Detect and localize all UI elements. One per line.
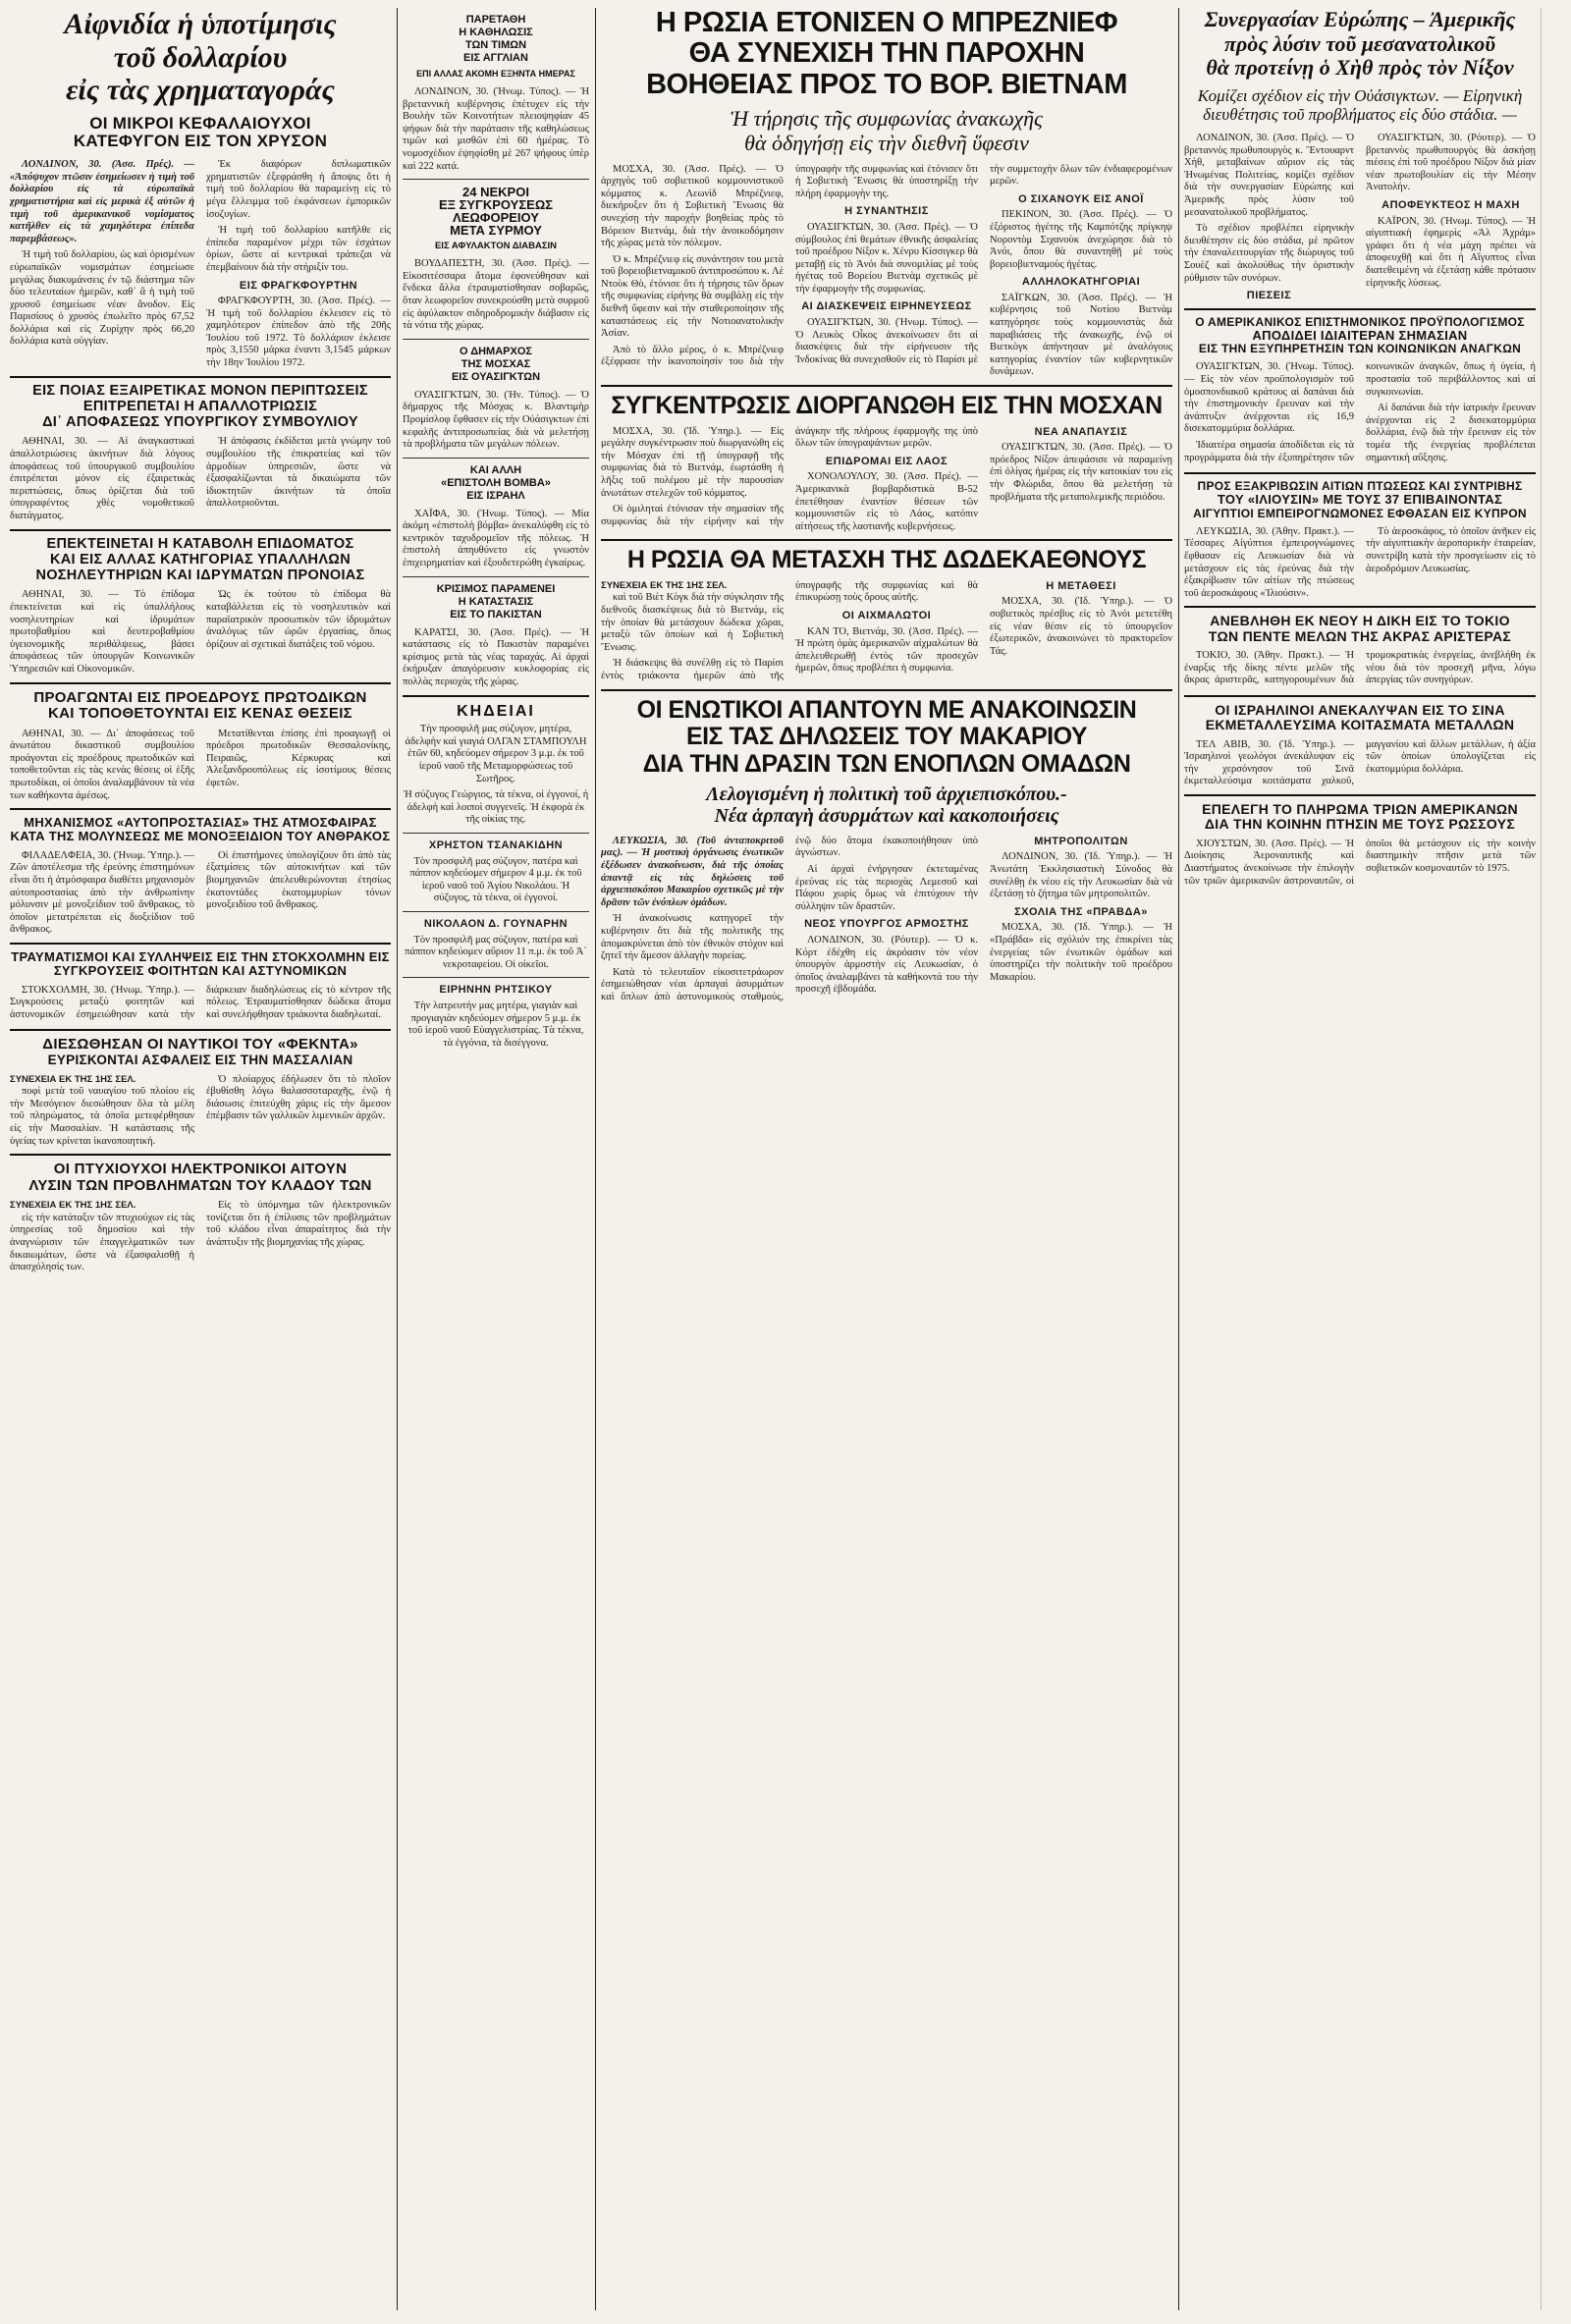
- subhead-dollar-1: ΟΙ ΜΙΚΡΟΙ ΚΕΦΑΛΑΙΟΥΧΟΙ: [89, 113, 311, 133]
- article-paragraph: Τὸ ἀεροσκάφος, τὸ ὁποῖον ἀνῆκεν εἰς τὴν αἰγυπτιακὴν ἀεροπορικὴν ἑταιρείαν, συνετρίβη κατὰ τὴν προσγείωσιν εἰς τὸ ἀεροδρόμιον Λευκωσίας.: [1366, 525, 1536, 574]
- article-tokyo: [1184, 614, 1536, 689]
- article-ilyushin: [1184, 480, 1536, 600]
- article-paragraph: ΠΕΚΙΝΟΝ, 30. (Ἀσσ. Πρές). — Ὁ ἐξόριστος ἡγέτης τῆς Καμπότζης πρίγκηψ Νοροντὸμ Σιχανοὺκ ἀνεχώρησε διὰ τὸ Ἀνόι, ὅπου θὰ συναντηθῇ μὲ τοὺς βορειοβιετναμοὺς ἡγέτας.: [990, 209, 1172, 270]
- article-body: [1184, 133, 1536, 302]
- center-column: [601, 8, 1172, 2310]
- divider: [1184, 695, 1536, 697]
- divider: [403, 458, 589, 459]
- article-paragraph: ΧΑΪΦΑ, 30. (Ἡνωμ. Τύπος). — Μία ἀκόμη «ἐπιστολὴ βόμβα» ἀνεκαλύφθη εἰς τὸ κεντρικὸν ταχυδρομεῖον τῆς πόλεως. Ἡ ἐπιστολὴ ἀπηυθύνετο εἰς γνωστὸν ἐπιχειρηματίαν καὶ ἐξουδετερώθη ἐγκαίρως.: [403, 508, 589, 569]
- article-body: [10, 850, 391, 937]
- article-judges: [10, 690, 391, 803]
- article-paragraph: ΛΕΥΚΩΣΙΑ, 30. (Τοῦ ἀνταποκριτοῦ μας). — Ἡ μυστικὴ ὀργάνωσις ἐνωτικῶν ἐξέδωσεν ἀνακοίνωσιν, διὰ τῆς ὁποίας ἀπαντᾷ εἰς τὰς δηλώσεις τοῦ ἀρχιεπισκόπου Μακαρίου σχετικῶς μὲ τὴν δρᾶσιν τῶν ἐνόπλων ὁμάδων.: [601, 835, 784, 908]
- article-paragraph: Οἱ ὁμιληταὶ ἐτόνισαν τὴν σημασίαν τῆς συμφωνίας διὰ τὴν εἰρήνην καὶ τὴν ἀνάγκην τῆς πλήρους ἐφαρμογῆς της ὑπὸ ὅλων τῶν ὑπογραψάντων μερῶν.: [601, 425, 978, 527]
- headline: ΕΠΙΤΡΕΠΕΤΑΙ Η ΑΠΑΛΛΟΤΡΙΩΣΙΣ: [82, 398, 318, 414]
- article-paragraph: ΦΙΛΑΔΕΛΦΕΙΑ, 30. (Ἡνωμ. Ὑπηρ.). — Ζῶν ἀποτέλεσμα τῆς ἐρεύνης ἐπιστημόνων εἶναι ὅτι ἡ ἀτμόσφαιρα διαθέτει μηχανισμὸν αὐτοπροστασίας ἀπὸ τὴν ἀνθρωπίνην μόλυνσιν μὲ μονοξείδιον τοῦ ἄνθρακος, τὸ ὁποῖον μετατρέπεται εἰς διοξείδιον τοῦ ἄνθρακος.: [10, 849, 194, 936]
- article-paragraph: ΛΟΝΔΙΝΟΝ, 30. (Ἀσσ. Πρές). — «Ἀπόψυχον πτῶσιν ἐσημείωσεν ἡ τιμὴ τοῦ δολλαρίου εἰς τὰ εὐρωπαϊκὰ χρηματιστήρια καὶ εἰς μερικὰ ἐξ αὐτῶν ἡ τιμὴ τοῦ ἀμερικανικοῦ νομίσματος κατῆλθεν εἰς τὰ χαμηλότερα ἐπίπεδα παρεμβάσεως».: [10, 159, 194, 244]
- headline: ΠΡΟΣ ΕΞΑΚΡΙΒΩΣΙΝ ΑΙΤΙΩΝ ΠΤΩΣΕΩΣ ΚΑΙ ΣΥΝΤΡΙΒΗΣ: [1197, 479, 1523, 494]
- divider: [1184, 308, 1536, 310]
- box-pakistan: [403, 583, 589, 689]
- box-head-line: ΜΕΤΑ ΣΥΡΜΟΥ: [450, 223, 542, 239]
- subhead-enotikoi-2: Νέα ἁρπαγὴ ἀσυρμάτων καὶ κακοποιήσεις: [714, 805, 1059, 828]
- section-head: ΑΠΟΦΕΥΚΤΕΟΣ Η ΜΑΧΗ: [1381, 198, 1520, 211]
- box-moscow-mayor: [403, 346, 589, 452]
- article-paragraph: ΛΟΝΔΙΝΟΝ, 30. (Ἀσσ. Πρές). — Ὁ βρεταννὸς πρωθυπουργὸς κ. Ἔντουαρντ Χὴθ, μεταβαίνων αὔριον εἰς τὰς Ἡνωμένας Πολιτείας, κομίζει σχέδιον διὰ τὴν συνεργασίαν Εὐρώπης καὶ Ἀμερικῆς πρὸς λύσιν τοῦ μεσανατολικοῦ προβλήματος.: [1184, 132, 1354, 218]
- headline: ΝΟΣΗΛΕΥΤΗΡΙΩΝ ΚΑΙ ΙΔΡΥΜΑΤΩΝ ΠΡΟΝΟΙΑΣ: [35, 567, 365, 583]
- divider: [10, 1154, 391, 1156]
- box-head-line: ΚΑΙ ΑΛΛΗ: [469, 463, 522, 476]
- subhead-brezhnev-1: Ἡ τήρησις τῆς συμφωνίας ἀνακωχῆς: [731, 105, 1043, 131]
- article-body: [10, 1200, 391, 1274]
- headline-dollar-3: εἰς τὰς χρηματαγοράς: [66, 74, 335, 107]
- divider: [403, 179, 589, 180]
- article-paragraph: ΚΑΪΡΟΝ, 30. (Ἡνωμ. Τύπος). — Ἡ αἰγυπτιακὴ ἐφημερὶς «Ἀλ Ἀχράμ» γράφει ὅτι ἡ νέα μάχη πρέπει νὰ ἀποφευχθῇ καὶ ὅτι ἡ Αἴγυπτος εἶναι διατεθειμένη νὰ ἐξετάσῃ κάθε πρότασιν εἰρηνικῆς λύσεως.: [1366, 215, 1536, 289]
- article-sailors: [10, 1037, 391, 1148]
- article-paragraph: ΑΘΗΝΑΙ, 30. — Δι᾿ ἀποφάσεως τοῦ ἀνωτάτου δικαστικοῦ συμβουλίου προάγονται εἰς προέδρους πρωτοδικῶν καὶ τοποθετοῦνται εἰς τὰς κενὰς θέσεις οἱ ἑξῆς πρωτοδίκαι, οἱ ὁποῖοι ἀναλαμβάνουν τὰ νέα των καθήκοντα ἀμέσως.: [10, 728, 194, 801]
- article-paragraph: Ἡ ἀνακοίνωσις κατηγορεῖ τὴν κυβέρνησιν ὅτι διὰ τῆς πολιτικῆς της ἀπομακρύνεται ἀπὸ τὸν ἐθνικὸν στόχον καὶ ζητεῖ τὴν ἄμεσον ἀλλαγὴν πορείας.: [601, 913, 784, 962]
- headline: ΔΙΕΣΩΘΗΣΑΝ ΟΙ ΝΑΥΤΙΚΟΙ ΤΟΥ «ΦΕΚΝΤΑ»: [42, 1036, 358, 1054]
- article-astronauts: [1184, 802, 1536, 888]
- headline: ΟΙ ΙΣΡΑΗΛΙΝΟΙ ΑΝΕΚΑΛΥΨΑΝ ΕΙΣ ΤΟ ΣΙΝΑ: [1215, 701, 1505, 718]
- article-paragraph: Ἡ διάσκεψις θὰ συνέλθῃ εἰς τὸ Παρίσι ἐντὸς τριάκοντα ἡμερῶν ἀπὸ τῆς ὑπογραφῆς τῆς συμφωνίας καὶ θὰ ἐπικυρώσῃ τοὺς ὅρους αὐτῆς.: [601, 579, 978, 681]
- article-paragraph: Ἀπὸ τὸ ἄλλο μέρος, ὁ κ. Μπρέζνιεφ ἐξέφρασε τὴν ἱκανοποίησίν του διὰ τὴν ὑπογραφὴν τῆς συμφωνίας καὶ ἐτόνισεν ὅτι ἡ Σοβιετικὴ Ἕνωσις θὰ ὑποστηρίξῃ τὴν πλήρη ἐφαρμογὴν της.: [601, 163, 978, 368]
- headline: ΑΠΟΔΙΔΕΙ ΙΔΙΑΙΤΕΡΑΝ ΣΗΜΑΣΙΑΝ: [1252, 327, 1468, 343]
- headline: ΕΚΜΕΤΑΛΛΕΥΣΙΜΑ ΚΟΙΤΑΣΜΑΤΑ ΜΕΤΑΛΛΩΝ: [1205, 717, 1515, 733]
- article-paragraph: ΜΟΣΧΑ, 30. (Ἰδ. Ὑπηρ.). — Ὁ σοβιετικὸς πρέσβυς εἰς τὸ Ἀνόι μετετέθη εἰς νέαν θέσιν εἰς τὸ ὑπουργεῖον ἐξωτερικῶν, ἀνακοινώνει τὸ πρακτορεῖον Τάς.: [990, 596, 1172, 657]
- section-head: ΜΗΤΡΟΠΟΛΙΤΩΝ: [1034, 835, 1128, 847]
- divider: [601, 539, 1172, 541]
- article-expropriation: [10, 384, 391, 523]
- article-body: [1184, 650, 1536, 689]
- headline-heath-2: πρὸς λύσιν τοῦ μεσανατολικοῦ: [1224, 30, 1495, 56]
- divider: [10, 529, 391, 531]
- box-head-line: Ο ΔΗΜΑΡΧΟΣ: [460, 345, 532, 357]
- article-paragraph: Μετατίθενται ἐπίσης ἐπὶ προαγωγῇ οἱ πρόεδροι πρωτοδικῶν Θεσσαλονίκης, Πειραιῶς, Κέρκυρας καὶ Ἀλεξανδρουπόλεως εἰς ἰσοτίμους θέσεις ἐφετῶν.: [206, 728, 391, 788]
- article-body: [403, 509, 589, 570]
- box-subhead: ΕΠΙ ΑΛΛΑΣ ΑΚΟΜΗ ΕΞΗΝΤΑ ΗΜΕΡΑΣ: [416, 69, 575, 79]
- article-paragraph: ΟΥΑΣΙΓΚΤΩΝ, 30. (Ἡνωμ. Τύπος). — Ὁ Λευκὸς Οἶκος ἀνεκοίνωσεν ὅτι αἱ διασκέψεις διὰ τὴν εἰρήνευσιν τῆς Ἰνδοκίνας θὰ συνεχισθοῦν εἰς τὸ Παρίσι μὲ τὴν συμμετοχὴν ὅλων τῶν ἐνδιαφερομένων μερῶν.: [795, 163, 1172, 365]
- article-paragraph: ΣΤΟΚΧΟΛΜΗ, 30. (Ἡνωμ. Ὑπηρ.). — Συγκρούσεις μεταξὺ φοιτητῶν καὶ ἀστυνομικῶν ἐσημειώθησαν κατὰ τὴν διάρκειαν διαδηλώσεως εἰς τὸ κέντρον τῆς πόλεως. Ἐτραυματίσθησαν δώδεκα ἄτομα καὶ συνελήφθησαν τριάκοντα διαδηλωταί.: [10, 984, 391, 1020]
- section-head: ΟΙ ΑΙΧΜΑΛΩΤΟΙ: [841, 609, 932, 622]
- box-head-line: ΕΙΣ ΟΥΑΣΙΓΚΤΩΝ: [451, 370, 541, 383]
- subhead-heath: Κομίζει σχέδιον εἰς τὴν Οὐάσιγκτων. — Εἰρηνικὴ διευθέτησις τοῦ προβλήματος εἰς δύο στάδια. —: [1197, 85, 1523, 125]
- headline: ΠΡΟΑΓΩΝΤΑΙ ΕΙΣ ΠΡΟΕΔΡΟΥΣ ΠΡΩΤΟΔΙΚΩΝ: [33, 688, 367, 706]
- divider: [601, 689, 1172, 691]
- box-uk-prices: [403, 14, 589, 173]
- section-head: ΝΕΑ ΑΝΑΠΑΥΣΙΣ: [1034, 425, 1128, 438]
- article-body: [10, 1074, 391, 1149]
- headline-enotikoi-2: ΕΙΣ ΤΑΣ ΔΗΛΩΣΕΙΣ ΤΟΥ ΜΑΚΑΡΙΟΥ: [685, 723, 1088, 751]
- divider: [601, 385, 1172, 387]
- box-head-line: 24 ΝΕΚΡΟΙ: [462, 185, 529, 200]
- article-paragraph: ΛΕΥΚΩΣΙΑ, 30. (Ἀθην. Πρακτ.). — Τέσσαρες Αἰγύπτιοι ἐμπειρογνώμονες ἔφθασαν εἰς Λευκωσίαν διὰ νὰ μετάσχουν εἰς τὰς ἐρεύνας διὰ τὴν ἐξακρίβωσιν τῶν αἰτίων τῆς πτώσεως τοῦ ἀεροσκάφους «Ἰλιούσιν».: [1184, 525, 1354, 599]
- article-paragraph: Ἰδιαιτέρα σημασία ἀποδίδεται εἰς τὰ προγράμματα διὰ τὴν ἐξυπηρέτησιν τῶν κοινωνικῶν ἀναγκῶν, ὅπως ἡ ὑγεία, ἡ προστασία τοῦ περιβάλλοντος καὶ αἱ συγκοινωνίαι.: [1184, 361, 1536, 463]
- article-body: [1184, 838, 1536, 888]
- headline: ΕΠΕΛΕΓΗ ΤΟ ΠΛΗΡΩΜΑ ΤΡΙΩΝ ΑΜΕΡΙΚΑΝΩΝ: [1202, 801, 1518, 818]
- article-moscow-rally: [601, 393, 1172, 533]
- box-head-line: ΚΡΙΣΙΜΟΣ ΠΑΡΑΜΕΝΕΙ: [436, 582, 556, 595]
- headline-conference: Η ΡΩΣΙΑ ΘΑ ΜΕΤΑΣΧΗ ΤΗΣ ΔΩΔΕΚΑΕΘΝΟΥΣ: [626, 546, 1147, 574]
- article-body: [10, 436, 391, 522]
- article-enotikoi: [601, 697, 1172, 1004]
- section-head: Η ΣΥΝΑΝΤΗΣΙΣ: [844, 205, 929, 218]
- headline: ΕΠΕΚΤΕΙΝΕΤΑΙ Η ΚΑΤΑΒΟΛΗ ΕΠΙΔΟΜΑΤΟΣ: [46, 535, 354, 552]
- article-dollar-body: [10, 159, 391, 370]
- article-paragraph: ΤΕΛ ΑΒΙΒ, 30. (Ἰδ. Ὑπηρ.). — Ἰσραηλινοὶ γεωλόγοι ἀνεκάλυψαν εἰς τὴν χερσόνησον τοῦ Σινᾶ ἐκμεταλλεύσιμα κοιτάσματα χαλκοῦ, μαγγανίου καὶ ἄλλων μετάλλων, ἡ ἀξία τῶν ὁποίων ὑπολογίζεται εἰς ἑκατομμύρια δολλάρια.: [1184, 738, 1536, 787]
- article-paragraph: Ὡς ἐκ τούτου τὸ ἐπίδομα θὰ καταβάλλεται εἰς τὸ νοσηλευτικὸν καὶ παραϊατρικὸν προσωπικὸν τῶν ἰδρυμάτων ἀναλόγως τῶν ὡρῶν ἐργασίας, ὅπως ὁρίζουν αἱ σχετικαὶ διατάξεις τοῦ νόμου.: [206, 589, 391, 650]
- article-paragraph: ΚΑΝ ΤΟ, Βιετνάμ, 30. (Ἀσσ. Πρές). — Ἡ πρώτη ὁμὰς ἀμερικανῶν αἰχμαλώτων θὰ ἀπελευθερωθῇ ἐντὸς τῶν προσεχῶν ἡμερῶν, ὅπως προβλέπει ἡ συμφωνία.: [795, 625, 978, 675]
- box-head: [403, 583, 589, 622]
- funeral-name: ΝΙΚΟΛΑΟΝ Δ. ΓΟΥΝΑΡΗΝ: [423, 917, 569, 930]
- article-science-budget: [1184, 316, 1536, 466]
- box-head-line: ΠΑΡΕΤΑΘΗ: [465, 14, 526, 26]
- article-paragraph: Ἐκ διαφόρων διπλωματικῶν χρηματιστῶν ἐξεφράσθη ἡ ἄποψις ὅτι ἡ τιμὴ τοῦ δολλαρίου θὰ παραμείνῃ εἰς τὸ μέγα ἔλλειμμα τοῦ ἐκφάνσεων ἐμπορικῶν ἰσοζυγίων.: [206, 159, 391, 220]
- divider: [10, 376, 391, 378]
- box-head-line: ΕΞ ΣΥΓΚΡΟΥΣΕΩΣ: [438, 197, 554, 213]
- funeral-name: ΕΙΡΗΝΗΝ ΡΗΤΣΙΚΟΥ: [439, 984, 553, 997]
- headline: ΔΙ᾿ ΑΠΟΦΑΣΕΩΣ ΥΠΟΥΡΓΙΚΟΥ ΣΥΜΒΟΥΛΙΟΥ: [42, 413, 358, 430]
- article-russia-conference: [601, 547, 1172, 682]
- section-head: ΝΕΟΣ ΥΠΟΥΡΓΟΣ ΑΡΜΟΣΤΗΣ: [804, 918, 969, 931]
- divider: [10, 682, 391, 684]
- article-body: [601, 836, 1172, 1004]
- column-rule: [1178, 8, 1179, 2310]
- divider: [403, 977, 589, 978]
- section-head: ΕΙΣ ΦΡΑΓΚΦΟΥΡΤΗΝ: [239, 279, 358, 292]
- funerals-head: ΚΗΔΕΙΑΙ: [457, 702, 535, 720]
- middle-column: [403, 8, 589, 2310]
- headline: ΕΥΡΙΣΚΟΝΤΑΙ ΑΣΦΑΛΕΙΣ ΕΙΣ ΤΗΝ ΜΑΣΣΑΛΙΑΝ: [47, 1052, 353, 1067]
- article-paragraph: ΛΟΝΔΙΝΟΝ, 30. (Ρόυτερ). — Ὁ κ. Κόρτ ἐδέχθη εἰς ἀκρόασιν τὸν νέον ὑπουργὸν ἁρμοστὴν εἰς Λευκωσίαν, ὁ ὁποῖος ἀναλαμβάνει τὰ καθήκοντά του τὴν προσεχῆ ἑβδομάδα.: [795, 934, 978, 996]
- left-column: [10, 8, 391, 2310]
- divider: [403, 339, 589, 340]
- article-paragraph: ΧΙΟΥΣΤΩΝ, 30. (Ἀσσ. Πρές). — Ἡ Διοίκησις Ἀεροναυτικῆς καὶ Διαστήματος ἀνεκοίνωσε τὴν ἐπιλογὴν τῶν τριῶν ἀμερικανῶν ἀστροναυτῶν, οἱ ὁποῖοι θὰ μετάσχουν εἰς τὴν κοινὴν διαστημικὴν πτῆσιν μετὰ τῶν σοβιετικῶν κοσμοναυτῶν τὸ 1975.: [1184, 838, 1536, 887]
- box-head-line: ΤΗΣ ΜΟΣΧΑΣ: [460, 357, 531, 370]
- divider: [1184, 794, 1536, 796]
- box-head-line: Η ΚΑΘΗΛΩΣΙΣ: [459, 27, 533, 38]
- box-head-line: ΛΕΩΦΟΡΕΙΟΥ: [453, 210, 539, 226]
- right-column: [1184, 8, 1536, 2310]
- article-paragraph: ΑΘΗΝΑΙ, 30. — Αἱ ἀναγκαστικαὶ ἀπαλλοτριώσεις ἀκινήτων διὰ λόγους ἀποφάσεως τοῦ ὑπουργικοῦ συμβουλίου ἐπιτρέπεται μόνον εἰς ἐξαιρετικὰς περιπτώσεις, ὅπως ὁρίζεται διὰ τοῦ ὑπογραφέντος χθὲς νομοθετικοῦ διατάγματος.: [10, 436, 194, 522]
- headline: Ο ΑΜΕΡΙΚΑΝΙΚΟΣ ΕΠΙΣΤΗΜΟΝΙΚΟΣ ΠΡΟΫΠΟΛΟΓΙΣΜΟΣ: [1195, 314, 1525, 329]
- box-head: [403, 186, 589, 252]
- article-body: [1184, 739, 1536, 788]
- article-body: [601, 580, 1172, 683]
- box-head-line: ΕΙΣ ΙΣΡΑΗΛ: [466, 489, 525, 502]
- headline-heath-1: Συνεργασίαν Εὐρώπης – Ἀμερικῆς: [1204, 8, 1516, 31]
- article-paragraph: ΣΑΪΓΚΩΝ, 30. (Ἀσσ. Πρές). — Ἡ κυβέρνησις τοῦ Νοτίου Βιετνὰμ κατηγόρησε τοὺς κομμουνιστὰς διὰ παραβιάσεις τῆς ἀνακωχῆς, ἐνῷ οἱ Βιετκὸγκ ἀπήντησαν μὲ ἀναλόγους κατηγορίας ἐναντίον τῶν κυβερνητικῶν δυνάμεων.: [990, 292, 1172, 378]
- headline: ΤΡΑΥΜΑΤΙΣΜΟΙ ΚΑΙ ΣΥΛΛΗΨΕΙΣ ΕΙΣ ΤΗΝ ΣΤΟΚΧΟΛΜΗΝ ΕΙΣ ΣΥΓΚΡΟΥΣΕΙΣ ΦΟΙΤΗΤΩΝ ΚΑΙ ΑΣΤΥΝΟΜΙΚΩΝ: [11, 948, 390, 979]
- headline: ΕΙΣ ΤΗΝ ΕΞΥΠΗΡΕΤΗΣΙΝ ΤΩΝ ΚΟΙΝΩΝΙΚΩΝ ΑΝΑΓΚΩΝ: [1198, 342, 1522, 356]
- headline-enotikoi-1: ΟΙ ΕΝΩΤΙΚΟΙ ΑΠΑΝΤΟΥΝ ΜΕ ΑΝΑΚΟΙΝΩΣΙΝ: [636, 695, 1137, 724]
- headline-brezhnev-2: ΘΑ ΣΥΝΕΧΙΣΗ ΤΗΝ ΠΑΡΟΧΗΝ: [688, 37, 1085, 70]
- article-paragraph: Αἱ δαπάναι διὰ τὴν ἰατρικὴν ἔρευναν ἀνέρχονται εἰς 2 δισεκατομμύρια δολλάρια, ἐνῷ διὰ τὴν ἔρευναν εἰς τὸν τομέα τῆς ἐνεργείας προβλέπεται σημαντικὴ αὔξησις.: [1366, 403, 1536, 463]
- article-paragraph: Εἰς τὸ ὑπόμνημα τῶν ἠλεκτρονικῶν τονίζεται ὅτι ἡ ἐπίλυσις τῶν προβλημάτων τοῦ κλάδου εἶναι ἀπαραίτητος διὰ τὴν ἀνάπτυξιν τῆς βιομηχανίας τῆς χώρας.: [206, 1200, 391, 1248]
- headline-rally: ΣΥΓΚΕΝΤΡΩΣΙΣ ΔΙΟΡΓΑΝΩΘΗ ΕΙΣ ΤΗΝ ΜΟΣΧΑΝ: [611, 392, 1163, 420]
- article-body: [10, 589, 391, 676]
- article-paragraph: Αἱ ἀρχαὶ ἐνήργησαν ἐκτεταμένας ἐρεύνας εἰς τὰς περιοχὰς Λεμεσοῦ καὶ Πάφου χωρὶς ὅμως νὰ ἐπιτύχουν τὴν σύλληψιν τῶν δραστῶν.: [795, 864, 978, 912]
- divider: [10, 1029, 391, 1031]
- column-rule: [595, 8, 596, 2310]
- article-paragraph: Ὁ πλοίαρχος ἐδήλωσεν ὅτι τὸ πλοῖον ἐβυθίσθη λόγω θαλασσοταραχῆς, ἐνῷ ἡ διάσωσις ἐπιτεύχθη χάρις εἰς τὴν ἄμεσον ἐπέμβασιν τῶν γαλλικῶν λιμενικῶν ἀρχῶν.: [206, 1073, 391, 1122]
- funeral-name: ΧΡΗΣΤΟΝ ΤΣΑΝΑΚΙΔΗΝ: [428, 838, 564, 851]
- funeral-notice: Τὴν λατρευτήν μας μητέρα, γιαγιὰν καὶ προγιαγιὰν κηδεύομεν σήμερον 5 μ.μ. ἐκ τοῦ ἱεροῦ ναοῦ Εὐαγγελιστρίας. Τὰ τέκνα, τὰ ἐγγόνια, τὰ δισέγγονα.: [407, 1000, 584, 1049]
- box-head: [403, 346, 589, 384]
- headline-heath-3: θὰ προτείνῃ ὁ Χὴθ πρὸς τὸν Νίξον: [1206, 55, 1514, 81]
- headline: ΕΙΣ ΠΟΙΑΣ ΕΞΑΙΡΕΤΙΚΑΣ ΜΟΝΟΝ ΠΕΡΙΠΤΩΣΕΙΣ: [32, 382, 368, 399]
- headline-dollar-2: τοῦ δολλαρίου: [113, 40, 288, 74]
- box-head: [403, 464, 589, 503]
- divider: [10, 808, 391, 810]
- subhead-dollar-2: ΚΑΤΕΦΥΓΟΝ ΕΙΣ ΤΟΝ ΧΡΥΣΟΝ: [73, 132, 328, 151]
- article-body: [10, 985, 391, 1024]
- continued-label: ΣΥΝΕΧΕΙΑ ΕΚ ΤΗΣ 1ΗΣ ΣΕΛ.: [601, 579, 728, 591]
- article-paragraph: ΤΟΚΙΟ, 30. (Ἀθην. Πρακτ.). — Ἡ ἐναρξις τῆς δίκης πέντε μελῶν τῆς ἄκρας ἀριστερᾶς, κατηγορουμένων διὰ τρομοκρατικὰς ἐνεργείας, ἀνεβλήθη ἐκ νέου διὰ τὸν προσεχῆ μῆνα, λόγω ἀπεργίας τῶν συνηγόρων.: [1184, 650, 1536, 686]
- article-body: [403, 258, 589, 333]
- article-body: [403, 627, 589, 689]
- article-paragraph: εἰς τὴν κατάταξιν τῶν πτυχιούχων εἰς τὰς ὑπηρεσίας τοῦ δημοσίου καὶ τὴν ἀναγνώρισιν τῶν ἐπαγγελματικῶν των δικαιωμάτων, ὥστε νὰ ἐξασφαλισθῇ ἡ ἀπασχόλησίς των.: [10, 1212, 194, 1273]
- continued-label: ΣΥΝΕΧΕΙΑ ΕΚ ΤΗΣ 1ΗΣ ΣΕΛ.: [10, 1073, 136, 1085]
- headline-dollar-1: Αἰφνιδία ἡ ὑποτίμησις: [64, 8, 337, 40]
- headline: ΔΙΑ ΤΗΝ ΚΟΙΝΗΝ ΠΤΗΣΙΝ ΜΕ ΤΟΥΣ ΡΩΣΣΟΥΣ: [1204, 816, 1516, 833]
- section-head: Η ΜΕΤΑΘΕΣΙ: [1046, 579, 1116, 592]
- headline: ΚΑΤΑ ΤΗΣ ΜΟΛΥΝΣΕΩΣ ΜΕ ΜΟΝΟΞΕΙΔΙΟΝ ΤΟΥ ΑΝΘΡΑΚΟΣ: [10, 829, 391, 844]
- continued-label: ΣΥΝΕΧΕΙΑ ΕΚ ΤΗΣ 1ΗΣ ΣΕΛ.: [10, 1200, 136, 1212]
- article-electronics: [10, 1162, 391, 1274]
- divider: [403, 695, 589, 697]
- funeral-notice: Ἡ σύζυγος Γεώργιος, τὰ τέκνα, οἱ ἐγγονοί, ἡ ἀδελφὴ καὶ λοιποὶ συγγενεῖς. Ἡ ἐκφορὰ ἐκ τῆς οἰκίας της.: [403, 789, 589, 826]
- headline: ΑΝΕΒΛΗΘΗ ΕΚ ΝΕΟΥ Η ΔΙΚΗ ΕΙΣ ΤΟ ΤΟΚΙΟ: [1210, 613, 1510, 629]
- divider: [10, 943, 391, 945]
- article-paragraph: Ἡ τιμὴ τοῦ δολλαρίου κατῆλθε εἰς ἐπίπεδα παραμένον μέχρι τῶν ἐσχάτων ὁρίων, ὥστε αἱ κεντρικαὶ τράπεζαι νὰ ἐπεμβαίνουν διὰ τὴν στήριξίν του.: [206, 225, 391, 273]
- article-paragraph: ΟΥΑΣΙΓΚΤΩΝ, 30. (Ρόυτερ). — Ὁ βρεταννὸς πρωθυπουργὸς θὰ ἀσκήσῃ πιέσεις ἐπὶ τοῦ προέδρου Νίξον διὰ μίαν νέαν πρωτοβουλίαν εἰς τὴν Μέσην Ἀνατολήν.: [1366, 132, 1536, 193]
- section-head: Ο ΣΙΧΑΝΟΥΚ ΕΙΣ ΑΝΟΪ: [1018, 192, 1144, 205]
- article-paragraph: ΜΟΣΧΑ, 30. (Ἰδ. Ὑπηρ.). — Εἰς μεγάλην συγκέντρωσιν ποὺ διωργανώθη εἰς τὴν Μόσχαν ἐπὶ τῇ ὑπογραφῇ τῆς συμφωνίας διὰ τὸ Βιετνάμ, ἐωρτάσθη ἡ λῆξις τοῦ πολέμου μὲ τὴν παρουσίαν ἀνωτάτων στελεχῶν τοῦ κόμματος.: [601, 425, 784, 499]
- headline: ΤΩΝ ΠΕΝΤΕ ΜΕΛΩΝ ΤΗΣ ΑΚΡΑΣ ΑΡΙΣΤΕΡΑΣ: [1208, 627, 1512, 644]
- article-paragraph: ΧΟΝΟΛΟΥΛΟΥ, 30. (Ἀσσ. Πρές). — Ἀμερικανικὰ βομβαρδιστικὰ Β-52 ἐπετέθησαν ἐναντίον θέσεων τῶν κομμουνιστῶν εἰς τὸ Λάος, κατόπιν αἰτήσεως τῆς λαοτιανῆς κυβερνήσεως.: [795, 471, 978, 532]
- article-paragraph: Κατὰ τὸ τελευταῖον εἰκοσιτετράωρον ἐσημειώθησαν νέαι ἁρπαγαὶ ἀσυρμάτων καὶ ὅπλων ἀπὸ ἀστυνομικοὺς σταθμούς, ἐνῷ δύο ἄτομα ἐκακοποιήθησαν ὑπὸ ἀγνώστων.: [601, 835, 978, 1002]
- article-paragraph: καὶ τοῦ Βιὲτ Κὸγκ διὰ τὴν σύγκλησιν τῆς διεθνοῦς διασκέψεως διὰ τὸ Βιετνάμ, εἰς τὴν ὁποίαν θὰ μετάσχουν δώδεκα χῶραι, μεταξὺ τῶν ὁποίων καὶ ἡ Σοβιετικὴ Ἕνωσις.: [601, 592, 784, 653]
- headline-brezhnev-1: Η ΡΩΣΙΑ ΕΤΟΝΙΣΕΝ Ο ΜΠΡΕΖΝΙΕΦ: [655, 8, 1118, 38]
- box-bus-crash: [403, 186, 589, 333]
- article-paragraph: Οἱ ἐπιστήμονες ὑπολογίζουν ὅτι ἀπὸ τὰς ἐξατμίσεις τῶν αὐτοκινήτων καὶ τῶν βιομηχανιῶν ἀπελευθερώνονται ἐτησίως ἑκατοντάδες ἑκατομμυρίων τόνων μονοξειδίου τοῦ ἄνθρακος.: [206, 849, 391, 911]
- article-paragraph: ΟΥΑΣΙΓΚΤΩΝ, 30. (Ἡν. Τύπος). — Ὁ δήμαρχος τῆς Μόσχας κ. Βλαντιμὴρ Προμίσλοφ ἔφθασεν εἰς τὴν Οὐάσιγκτων ἐπὶ κεφαλῆς ἀντιπροσωπείας διὰ νὰ μελετήσῃ τὰ προβλήματα τῶν μεγάλων πόλεων.: [403, 389, 589, 451]
- article-paragraph: ΜΟΣΧΑ, 30. (Ἰδ. Ὑπηρ.). — Ἡ «Πράβδα» εἰς σχόλιόν της ἐπικρίνει τὰς ἐνεργείας τῶν ἐνωτικῶν ὁμάδων καὶ ὑποστηρίζει τὴν πολιτικὴν τοῦ προέδρου Μακαρίου.: [990, 922, 1172, 983]
- article-paragraph: Ἡ ἀπόφασις ἐκδίδεται μετὰ γνώμην τοῦ συμβουλίου τῆς ἐπικρατείας καὶ τῶν ἁρμοδίων ὑπηρεσιῶν, ὥστε νὰ ἐξασφαλίζωνται τὰ δικαιώματα τῶν ἰδιοκτητῶν ἀκινήτων τὰ ὁποῖα ἀπαλλοτριοῦνται.: [206, 436, 391, 510]
- section-head: ΣΧΟΛΙΑ ΤΗΣ «ΠΡΑΒΔΑ»: [1014, 905, 1148, 918]
- article-paragraph: ΛΟΝΔΙΝΟΝ, 30. (Ἰδ. Ὑπηρ.). — Ἡ Ἀνωτάτη Ἐκκλησιαστικὴ Σύνοδος θὰ συνέλθῃ ἐκ νέου εἰς τὴν Λευκωσίαν διὰ νὰ ἐξετάσῃ τὸ ζήτημα τῶν μητροπολιτῶν.: [990, 851, 1172, 900]
- article-paragraph: ΒΟΥΔΑΠΕΣΤΗ, 30. (Ἀσσ. Πρές). — Εἰκοσιτέσσαρα ἄτομα ἐφονεύθησαν καὶ ἕνδεκα ἄλλα ἐτραυματίσθησαν σοβαρῶς, ὅταν λεωφορεῖον συνεκρούσθη μετὰ συρμοῦ εἰς ἀφύλακτον σιδηροδρομικὴν διάβασιν εἰς τὰ νότια τῆς χώρας.: [403, 258, 589, 332]
- article-paragraph: ΛΟΝΔΙΝΟΝ, 30. (Ἡνωμ. Τύπος). — Ἡ βρεταννικὴ κυβέρνησις ἐπέτυχεν εἰς τὴν Βουλὴν τῶν Κοινοτήτων πλειοψηφίαν 45 ψήφων διὰ τὴν παράτασιν τῆς καθηλώσεως τιμῶν καὶ μισθῶν ἐπὶ 60 ἡμέρας. Τὸ νομοσχέδιον ἐψηφίσθη μὲ 267 ψήφους ὑπὲρ καὶ 222 κατά.: [403, 86, 589, 172]
- article-dollar: [10, 8, 391, 370]
- box-head-line: Η ΚΑΤΑΣΤΑΣΙΣ: [458, 595, 534, 608]
- box-subhead: ΕΙΣ ΑΦΥΛΑΚΤΟΝ ΔΙΑΒΑΣΙΝ: [434, 241, 558, 252]
- article-body: [1184, 361, 1536, 466]
- funerals-section: [403, 703, 589, 1051]
- article-body: [601, 164, 1172, 380]
- column-rule: [397, 8, 398, 2310]
- section-head: ΑΙ ΔΙΑΣΚΕΨΕΙΣ ΕΙΡΗΝΕΥΣΕΩΣ: [801, 300, 972, 313]
- box-head-line: «ΕΠΙΣΤΟΛΗ ΒΟΜΒΑ»: [441, 476, 551, 489]
- article-body: [1184, 526, 1536, 601]
- article-paragraph: ΟΥΑΣΙΓΚΤΩΝ, 30. (Ἡνωμ. Τύπος). — Εἰς τὸν νέον προϋπολογισμὸν τοῦ ὁμοσπονδιακοῦ κράτους αἱ δαπάναι διὰ τὴν ἐπιστημονικὴν ἔρευναν καὶ τὴν ἀνάπτυξιν ἀνέρχονται εἰς 16,9 δισεκατομμύρια δολλάρια.: [1184, 361, 1354, 435]
- funeral-notice: Τὸν προσφιλῆ μας σύζυγον, πατέρα καὶ πάππον κηδεύομεν αὔριον 11 π.μ. ἐκ τοῦ Ἀ΄ νεκροταφείου. Οἱ οἰκεῖοι.: [405, 934, 587, 970]
- article-atmosphere: [10, 816, 391, 937]
- divider: [403, 576, 589, 577]
- divider: [1184, 606, 1536, 608]
- article-paragraph: Ὁ κ. Μπρέζνιεφ εἰς συνάντησιν του μετὰ τοῦ βορειοβιετναμικοῦ ἀντιπροσώπου κ. Λὲ Ντοὺκ Θὸ, ἐτόνισε ὅτι ἡ τήρησις τῶν ὅρων τῆς συμφωνίας εἰρήνης θὰ συμβάλῃ εἰς τὴν διεθνῆ ὕφεσιν καὶ τὴν σταθεροποίησιν τῆς καταστάσεως εἰς τὴν Νοτιοανατολικὴν Ἀσίαν.: [601, 253, 784, 340]
- divider: [403, 833, 589, 834]
- article-sinai: [1184, 703, 1536, 788]
- article-paragraph: ΑΘΗΝΑΙ, 30. — Τὸ ἐπίδομα ἐπεκτείνεται καὶ εἰς ὑπαλλήλους νοσηλευτηρίων καὶ ἰδρυμάτων πρωτοβαθμίου καὶ δευτεροβαθμίου ὑγειονομικῆς περιθάλψεως, βάσει ἀποφάσεως τῶν ὑπουργῶν Κοινωνικῶν Ὑπηρεσιῶν καὶ Οἰκονομικῶν.: [10, 589, 194, 675]
- box-letter-bomb: [403, 464, 589, 570]
- divider: [403, 911, 589, 912]
- article-paragraph: ΜΟΣΧΑ, 30. (Ἀσσ. Πρές). — Ὁ ἀρχηγὸς τοῦ σοβιετικοῦ κομμουνιστικοῦ κόμματος κ. Λεωνὶδ Μπρέζνιεφ, διεκήρυξεν ὅτι ἡ Σοβιετικὴ Ἕνωσις θὰ συνεχίσῃ τὴν παροχὴν βοηθείας πρὸς τὸ Βόρειον Βιετνάμ, διὰ τὴν ἀνοικοδόμησιν τῆς χώρας μετὰ τὸν πόλεμον.: [601, 163, 784, 249]
- article-paragraph: ΚΑΡΑΤΣΙ, 30. (Ἀσσ. Πρές). — Ἡ κατάστασις εἰς τὸ Πακιστὰν παραμένει κρίσιμος μετὰ τὰς νέας ταραχάς. Αἱ ἀρχαὶ ἐκήρυξαν ἀπαγόρευσιν κυκλοφορίας εἰς πολλὰς περιοχὰς τῆς χώρας.: [403, 626, 589, 688]
- article-brezhnev: [601, 8, 1172, 379]
- newspaper-page: [10, 8, 1559, 2315]
- article-paragraph: ΟΥΑΣΙΓΚΤΩΝ, 30. (Ἀσσ. Πρές). — Ὁ σύμβουλος ἐπὶ θεμάτων ἐθνικῆς ἀσφαλείας τοῦ προέδρου Νίξον κ. Χένρυ Κίσσιγκερ θὰ μεταβῇ εἰς τὸ Ἀνόι διὰ συνομιλίας μὲ τοὺς ἡγέτας τοῦ Βορείου Βιετνὰμ σχετικῶς μὲ τὴν ἐφαρμογὴν τῆς συμφωνίας.: [795, 221, 978, 295]
- funeral-notice: Τὸν προσφιλῆ μας σύζυγον, πατέρα καὶ πάππον κηδεύομεν σήμερον 4 μ.μ. ἐκ τοῦ ἱεροῦ ναοῦ τοῦ Ἁγίου Νικολάου. Ἡ σύζυγος, τὰ τέκνα, οἱ ἐγγονοί.: [409, 855, 582, 904]
- page-edge-margin: [1541, 8, 1559, 2310]
- headline-enotikoi-3: ΔΙΑ ΤΗΝ ΔΡΑΣΙΝ ΤΩΝ ΕΝΟΠΛΩΝ ΟΜΑΔΩΝ: [642, 749, 1131, 778]
- divider: [1184, 472, 1536, 474]
- article-body: [403, 86, 589, 173]
- headline: ΚΑΙ ΕΙΣ ΑΛΛΑΣ ΚΑΤΗΓΟΡΙΑΣ ΥΠΑΛΛΗΛΩΝ: [49, 551, 351, 567]
- article-body: [601, 426, 1172, 534]
- headline: ΚΑΙ ΤΟΠΟΘΕΤΟΥΝΤΑΙ ΕΙΣ ΚΕΝΑΣ ΘΕΣΕΙΣ: [48, 705, 352, 723]
- article-body: [403, 390, 589, 452]
- headline: ΤΟΥ «ΙΛΙΟΥΣΙΝ» ΜΕ ΤΟΥΣ 37 ΕΠΙΒΑΙΝΟΝΤΑΣ: [1217, 492, 1503, 508]
- section-head: ΠΙΕΣΕΙΣ: [1246, 290, 1292, 302]
- headline: ΑΙΓΥΠΤΙΟΙ ΕΜΠΕΙΡΟΓΝΩΜΟΝΕΣ ΕΦΘΑΣΑΝ ΕΙΣ ΚΥΠΡΟΝ: [1193, 506, 1527, 520]
- article-paragraph: ποφὶ μετὰ τοῦ ναυαγίου τοῦ πλοίου εἰς τὴν Μεσόγειον διεσώθησαν ὅλα τὰ μέλη τοῦ πληρώματος, τὰ ὁποῖα μετεφέρθησαν εἰς τὴν Μασσαλίαν. Ἡ κατάστασις τῆς ὑγείας των κρίνεται ἱκανοποιητική.: [10, 1086, 194, 1147]
- article-stockholm: [10, 950, 391, 1023]
- article-heath: [1184, 8, 1536, 302]
- box-head-line: ΕΙΣ ΤΟ ΠΑΚΙΣΤΑΝ: [450, 608, 542, 621]
- section-head: ΕΠΙΔΡΟΜΑΙ ΕΙΣ ΛΑΟΣ: [825, 455, 948, 467]
- box-head-line: ΕΙΣ ΑΓΓΛΙΑΝ: [463, 52, 528, 64]
- article-paragraph: Ἡ τιμὴ τοῦ δολλαρίου, ὡς καὶ ὁρισμένων εὐρωπαϊκῶν νομισμάτων ἐσημείωσε μεγάλας διακυμάνσεις ἐν τῷ διάστημα τῶν δύο τελευταίων ἡμερῶν, καθ᾿ ἃ ἡ τιμὴ τοῦ χρυσοῦ ἐσημείωσε νέαν ἄνοδον. Εἰς Παρισίους ὁ χρυσὸς ἐπωλεῖτο πρὸς 67,52 δολλάρια καὶ εἰς Ζυρίχην πρὸς 66,20 δολλάρια κατὰ οὐγγίαν.: [10, 249, 194, 348]
- headline: ΟΙ ΠΤΥΧΙΟΥΧΟΙ ΗΛΕΚΤΡΟΝΙΚΟΙ ΑΙΤΟΥΝ: [53, 1161, 348, 1178]
- box-head: [403, 14, 589, 81]
- subhead-brezhnev-2: θὰ ὁδηγήσῃ εἰς τὴν διεθνῆ ὕφεσιν: [744, 131, 1029, 156]
- headline: ΜΗΧΑΝΙΣΜΟΣ «ΑΥΤΟΠΡΟΣΤΑΣΙΑΣ» ΤΗΣ ΑΤΜΟΣΦΑΙΡΑΣ: [24, 815, 377, 831]
- section-head: ΑΛΛΗΛΟΚΑΤΗΓΟΡΙΑΙ: [1021, 276, 1141, 289]
- article-allowance: [10, 537, 391, 676]
- funeral-notice: Τὴν προσφιλῆ μας σύζυγον, μητέρα, ἀδελφὴν καὶ γιαγιά ΟΛΓΑΝ ΣΤΑΜΠΟΥΛΗ ἐτῶν 60, κηδεύομεν σήμερον 3 μ.μ. ἐκ τοῦ ἱεροῦ ναοῦ τῆς Μεταμορφώσεως τοῦ Σωτῆρος.: [405, 724, 587, 784]
- article-paragraph: ΟΥΑΣΙΓΚΤΩΝ, 30. (Ἀσσ. Πρές). — Ὁ πρόεδρος Νίξον ἀπεφάσισε νὰ παραμείνῃ ἐπὶ ὀλίγας ἡμέρας εἰς τὴν κατοικίαν του εἰς τὴν Φλώριδα, ὅπου θὰ μελετήσῃ τὰ προβλήματα τῆς μεταπολεμικῆς περιόδου.: [990, 442, 1172, 503]
- article-paragraph: ΦΡΑΓΚΦΟΥΡΤΗ, 30. (Ἀσσ. Πρές). — Ἡ τιμὴ τοῦ δολλαρίου ἐκλεισεν εἰς τὸ χαμηλότερον ἐπίπεδον ἀπὸ τῆς 20ῆς Ἰουλίου τοῦ 1972. Τὸ δολλάριον ἐκλεισε πρὸς 3,1550 μάρκα ἐναντι 3,1545 μάρκων τὴν 18ην Ἰουλίου 1972.: [206, 296, 391, 369]
- headline: ΛΥΣΙΝ ΤΩΝ ΠΡΟΒΛΗΜΑΤΩΝ ΤΟΥ ΚΛΑΔΟΥ ΤΩΝ: [28, 1176, 372, 1194]
- article-paragraph: Τὸ σχέδιον προβλέπει εἰρηνικὴν διευθέτησιν εἰς δύο στάδια, μὲ πρῶτον τὴν ἐπαναλειτουργίαν τῆς διώρυγος τοῦ Σουὲζ καὶ ἀκολούθως τὴν ὁριστικὴν ρύθμισιν τῶν συνόρων.: [1184, 223, 1354, 284]
- box-head-line: ΤΩΝ ΤΙΜΩΝ: [464, 39, 527, 51]
- headline-brezhnev-3: ΒΟΗΘΕΙΑΣ ΠΡΟΣ ΤΟ ΒΟΡ. ΒΙΕΤΝΑΜ: [646, 68, 1127, 100]
- funerals-body: [403, 724, 589, 1050]
- subhead-enotikoi-1: Λελογισμένη ἡ πολιτικὴ τοῦ ἀρχιεπισκόπου.-: [706, 784, 1067, 806]
- article-body: [10, 729, 391, 803]
